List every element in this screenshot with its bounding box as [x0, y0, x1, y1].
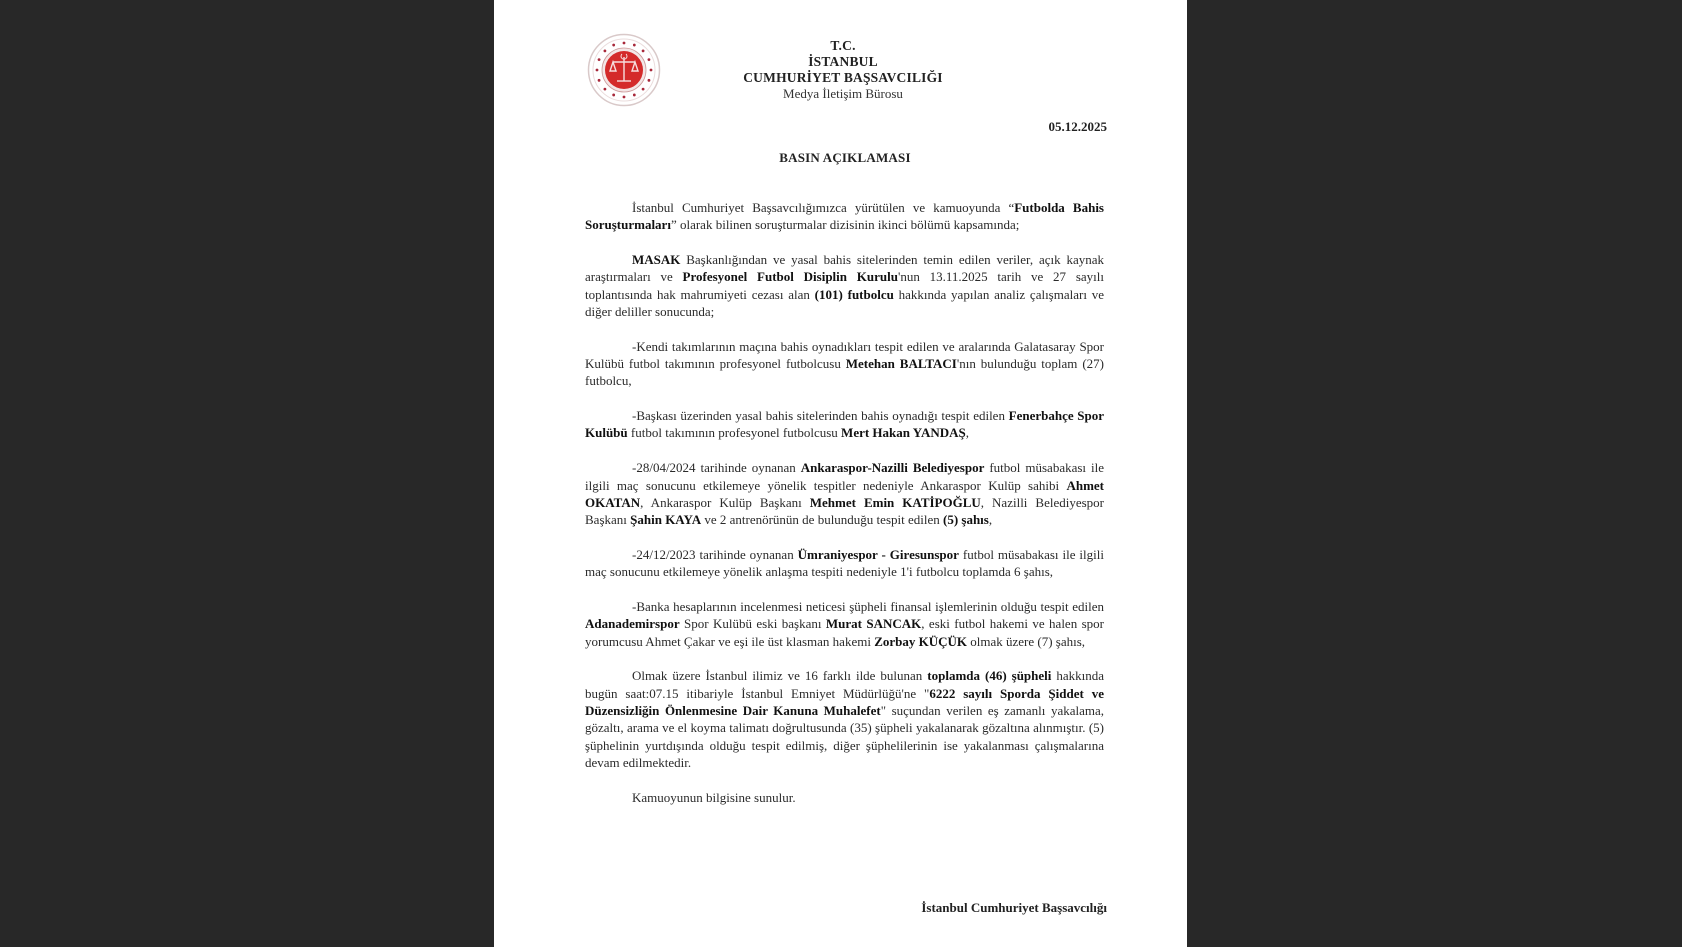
text: , Ankaraspor Kulüp Başkanı: [640, 494, 810, 510]
star-dot-icon: [604, 50, 607, 53]
text: 'nun 13.11.2025 tarih ve 27 sayılı toplantısında hak mahrumiyeti cezası alan: [585, 269, 1104, 302]
paragraph: [585, 667, 1104, 771]
text: hakkında yapılan analiz çalışmaları ve diğer deliller sonucunda;: [585, 286, 1104, 320]
bold-text: Ümraniyespor - Giresunspor: [797, 546, 959, 562]
star-dot-icon: [596, 69, 599, 72]
bold-text: Futbolda Bahis Soruşturmaları: [585, 200, 1104, 233]
star-dot-icon: [633, 44, 636, 47]
text: İstanbul Cumhuriyet Başsavcılığımızca yürütülen ve kamuoyunda “: [632, 200, 1015, 215]
closing-line: Kamuoyunun bilgisine sunulur.: [632, 789, 796, 805]
text: , Nazilli Belediyespor Başkanı: [585, 494, 1105, 528]
text: Olmak üzere İstanbul ilimiz ve 16 farklı ilde bulunan: [632, 668, 928, 684]
star-dot-icon: [648, 79, 651, 82]
bold-text: Mert Hakan YANDAŞ: [841, 425, 966, 441]
paragraph: [585, 546, 1104, 581]
bold-text: Adanademirspor: [585, 616, 680, 632]
institution-header: [693, 38, 993, 102]
paragraph: [585, 199, 1104, 234]
document-title: BASIN AÇIKLAMASI: [779, 150, 911, 165]
star-dot-icon: [598, 79, 601, 82]
bold-text: (101) futbolcu: [814, 286, 894, 302]
text: hakkında bugün saat:07.15 itibariyle İstanbul Emniyet Müdürlüğü'ne ": [585, 668, 1104, 701]
text: ve 2 antrenörünün de bulunduğu tespit edilen: [701, 512, 943, 528]
star-dot-icon: [642, 88, 645, 91]
header-office: Medya İletişim Bürosu: [783, 86, 903, 101]
text: ” olarak bilinen soruşturmalar dizisinin ikinci bölümü kapsamında;: [670, 217, 1020, 233]
bold-text: Mehmet Emin KATİPOĞLU: [809, 494, 981, 510]
star-dot-icon: [598, 58, 601, 61]
text: , eski futbol hakemi ve halen spor yorumcusu Ahmet Çakar ve eşi ile üst klasman hakemi: [585, 616, 1104, 649]
document-date: 05.12.2025: [1048, 119, 1107, 134]
bold-text: toplamda (46) şüpheli: [927, 668, 1052, 684]
star-dot-icon: [648, 58, 651, 61]
text: Spor Kulübü eski başkanı: [679, 616, 826, 632]
text: futbol müsabakası ile ilgili maç sonucunu etkilemeye yönelik anlaşma tespiti nedeniyle 1'i futbolcu toplamda 6 şahıs,: [585, 546, 1104, 580]
paragraph: [585, 598, 1104, 650]
text: 'nın bulunduğu toplam (27) futbolcu,: [585, 356, 1104, 389]
header-city: İSTANBUL: [808, 54, 878, 69]
star-dot-icon: [612, 44, 615, 47]
text: futbol takımının profesyonel futbolcusu: [627, 425, 842, 441]
paragraph: [585, 459, 1104, 528]
text: -Kendi takımlarının maçına bahis oynadıkları tespit edilen ve aralarında Galatasaray Spor Kulübü futbol takımının profesyonel futbolcusu: [585, 338, 1104, 372]
text: ,: [965, 425, 970, 441]
document-body: [585, 199, 1104, 823]
bold-text: (5) şahıs: [942, 512, 989, 528]
justice-emblem-logo: [587, 33, 661, 107]
star-dot-icon: [612, 94, 615, 97]
bold-text: MASAK: [632, 252, 681, 268]
header-tc: T.C.: [830, 38, 856, 53]
bold-text: Zorbay KÜÇÜK: [874, 633, 967, 649]
star-dot-icon: [650, 69, 653, 72]
star-dot-icon: [642, 50, 645, 53]
text: " suçundan verilen eş zamanlı yakalama, gözaltı, arama ve el koyma talimatı doğrultusunda (35) şüpheli yakalanarak gözaltına alınmıştır. (5) şüphelinin yurtdışında olduğu tespit edilmiş, diğer şüphelilerinin ise yakalanması çalışmalarına devam edilmektedir.: [585, 702, 1105, 770]
bold-text: Şahin KAYA: [630, 512, 702, 528]
star-dot-icon: [604, 88, 607, 91]
paragraph: [585, 338, 1104, 390]
text: ,: [988, 512, 993, 528]
bold-text: Fenerbahçe Spor Kulübü: [585, 408, 1104, 441]
text: -Banka hesaplarının incelenmesi neticesi şüpheli finansal işlemlerinin olduğu tespit edilen: [632, 598, 1104, 614]
paragraph: [585, 251, 1104, 320]
star-dot-icon: [633, 94, 636, 97]
star-dot-icon: [623, 42, 626, 45]
header-institution: CUMHURİYET BAŞSAVCILIĞI: [743, 70, 943, 85]
paragraph: [585, 407, 1104, 442]
text: Başkanlığından ve yasal bahis sitelerinden temin edilen veriler, açık kaynak araştırmaları ve: [585, 252, 1104, 285]
star-dot-icon: [623, 96, 626, 99]
bold-text: Ankaraspor-Nazilli Belediyespor: [800, 460, 985, 476]
text: -Başkası üzerinden yasal bahis sitelerinden bahis oynadığı tespit edilen: [632, 408, 1009, 424]
bold-text: Ahmet OKATAN: [585, 477, 1104, 510]
bold-text: Murat SANCAK: [825, 616, 922, 632]
text: futbol müsabakası ile ilgili maç sonucunu etkilemeye yönelik tespitler nedeniyle Ankaraspor Kulüp sahibi: [585, 460, 1104, 493]
bold-text: Metehan BALTACI: [845, 356, 957, 372]
text: -28/04/2024 tarihinde oynanan: [632, 460, 801, 476]
text: -24/12/2023 tarihinde oynanan: [632, 546, 798, 562]
bold-text: Profesyonel Futbol Disiplin Kurulu: [682, 269, 898, 285]
paragraph-list: [585, 199, 1104, 771]
bold-text: 6222 sayılı Sporda Şiddet ve Düzensizliğin Önlenmesine Dair Kanuna Muhalefet: [585, 685, 1104, 718]
text: olmak üzere (7) şahıs,: [967, 633, 1086, 649]
signature: İstanbul Cumhuriyet Başsavcılığı: [921, 900, 1107, 915]
